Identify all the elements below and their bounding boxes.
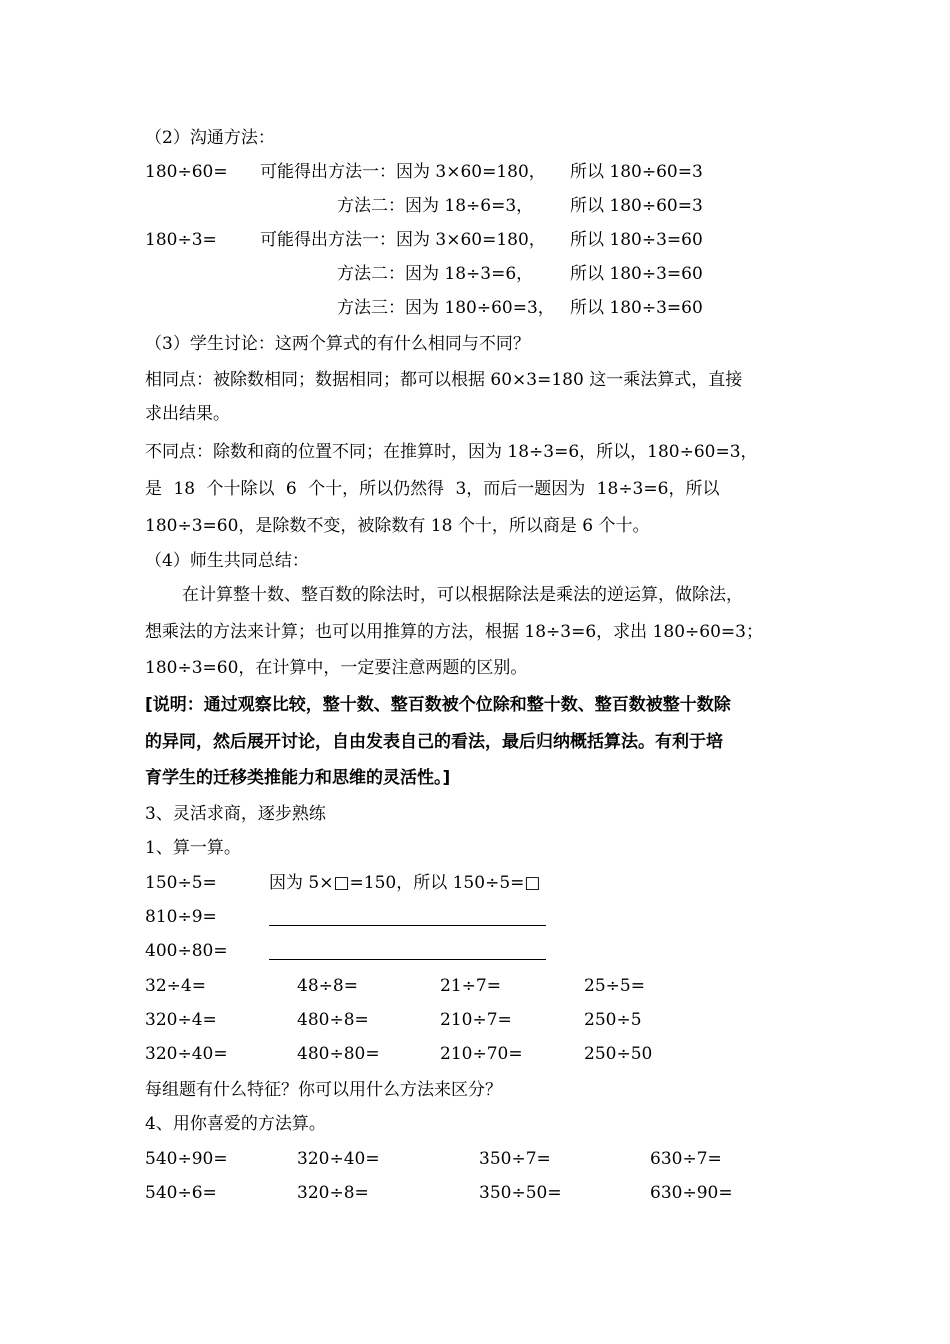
exercise-item: 250÷50	[584, 1044, 653, 1064]
answer-blank[interactable]	[269, 925, 546, 926]
part-3-heading: 3、灵活求商，逐步熟练	[145, 804, 326, 824]
exercise-item: 480÷8=	[297, 1010, 369, 1030]
same-points-text: 求出结果。	[145, 404, 230, 424]
method-text: 方法三：因为 180÷60=3，	[337, 298, 555, 318]
diff-points-text: 180÷3=60，是除数不变，被除数有 18 个十，所以商是 6 个十。	[145, 516, 650, 536]
section-3-heading: （3）学生讨论：这两个算式的有什么相同与不同？	[145, 334, 530, 354]
exercise-item: 480÷80=	[297, 1044, 380, 1064]
exercise-item: 320÷8=	[297, 1183, 369, 1203]
exercise-item: 25÷5=	[584, 976, 645, 996]
answer-blank[interactable]	[269, 959, 546, 960]
summary-text: 180÷3=60，在计算中，一定要注意两题的区别。	[145, 658, 528, 678]
section-2-heading: （2）沟通方法：	[145, 128, 275, 148]
method-result: 所以 180÷3=60	[570, 230, 703, 250]
section-4-heading: （4）师生共同总结：	[145, 551, 309, 571]
exercise-item: 630÷90=	[650, 1183, 733, 1203]
method-text: 可能得出方法一：因为 3×60=180，	[260, 230, 546, 250]
method-text: 方法二：因为 18÷3=6，	[337, 264, 534, 284]
diff-points-text: 不同点：除数和商的位置不同；在推算时，因为 18÷3=6，所以，180÷60=3，	[145, 442, 758, 462]
exercise-hint: 因为 5×□=150，所以 150÷5=□	[269, 873, 541, 893]
summary-text: 想乘法的方法来计算；也可以用推算的方法，根据 18÷3=6，求出 180÷60=3；	[145, 622, 763, 642]
diff-points-text: 是 18 个十除以 6 个十，所以仍然得 3，而后一题因为 18÷3=6，所以	[145, 479, 720, 499]
summary-text: 在计算整十数、整百数的除法时，可以根据除法是乘法的逆运算，做除法，	[182, 585, 743, 605]
method-result: 所以 180÷3=60	[570, 298, 703, 318]
exercise-4-heading: 4、用你喜爱的方法算。	[145, 1114, 326, 1134]
note-text: 育学生的迁移类推能力和思维的灵活性。]	[145, 768, 451, 788]
exercise-item: 250÷5	[584, 1010, 642, 1030]
method-text: 可能得出方法一：因为 3×60=180，	[260, 162, 546, 182]
exercise-item: 540÷90=	[145, 1149, 228, 1169]
exercise-item: 540÷6=	[145, 1183, 217, 1203]
note-text: [说明：通过观察比较，整十数、整百数被个位除和整十数、整百数被整十数除	[145, 695, 731, 715]
method-result: 所以 180÷3=60	[570, 264, 703, 284]
exercise-item: 400÷80=	[145, 941, 228, 961]
method-result: 所以 180÷60=3	[570, 196, 703, 216]
exercise-item: 320÷40=	[297, 1149, 380, 1169]
exercise-question: 每组题有什么特征？你可以用什么方法来区分？	[145, 1080, 502, 1100]
exercise-item: 810÷9=	[145, 907, 217, 927]
exercise-item: 32÷4=	[145, 976, 206, 996]
exercise-item: 630÷7=	[650, 1149, 722, 1169]
exercise-item: 21÷7=	[440, 976, 501, 996]
exercise-item: 350÷7=	[479, 1149, 551, 1169]
equation: 180÷3=	[145, 230, 217, 250]
exercise-item: 48÷8=	[297, 976, 358, 996]
exercise-item: 350÷50=	[479, 1183, 562, 1203]
same-points-text: 相同点：被除数相同；数据相同；都可以根据 60×3=180 这一乘法算式，直接	[145, 370, 743, 390]
exercise-item: 210÷7=	[440, 1010, 512, 1030]
note-text: 的异同，然后展开讨论，自由发表自己的看法，最后归纳概括算法。有利于培	[145, 732, 723, 752]
exercise-1-heading: 1、算一算。	[145, 838, 241, 858]
exercise-item: 210÷70=	[440, 1044, 523, 1064]
method-result: 所以 180÷60=3	[570, 162, 703, 182]
equation: 180÷60=	[145, 162, 228, 182]
method-text: 方法二：因为 18÷6=3，	[337, 196, 534, 216]
exercise-item: 320÷4=	[145, 1010, 217, 1030]
exercise-item: 320÷40=	[145, 1044, 228, 1064]
exercise-item: 150÷5=	[145, 873, 217, 893]
